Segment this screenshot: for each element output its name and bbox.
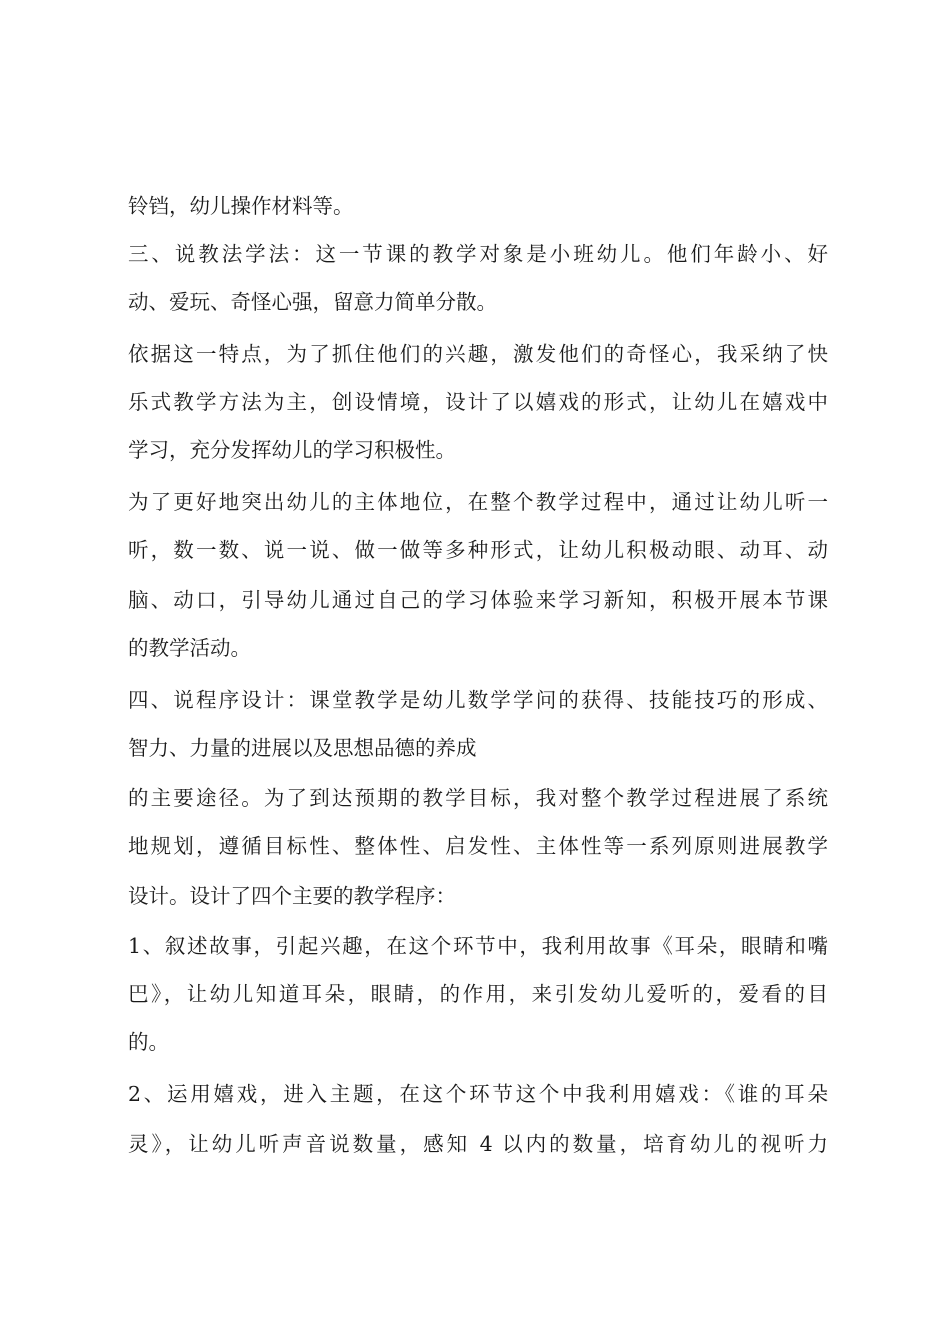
text-line: 三、说教法学法：这一节课的教学对象是小班幼儿。他们年龄小、好 (128, 242, 828, 266)
text-line: 智力、力量的进展以及思想品德的养成 (128, 736, 477, 760)
text-line: 听，数一数、说一说、做一做等多种形式，让幼儿积极动眼、动耳、动 (128, 538, 828, 562)
text-line: 灵》，让幼儿听声音说数量，感知 4 以内的数量，培育幼儿的视听力 (128, 1132, 828, 1156)
text-line: 铃铛，幼儿操作材料等。 (128, 194, 354, 218)
text-line: 的。 (128, 1030, 169, 1054)
text-line: 乐式教学方法为主，创设情境，设计了以嬉戏的形式，让幼儿在嬉戏中 (128, 390, 828, 414)
text-line: 地规划，遵循目标性、整体性、启发性、主体性等一系列原则进展教学 (128, 834, 828, 858)
text-line: 学习，充分发挥幼儿的学习积极性。 (128, 438, 456, 462)
text-line: 四、说程序设计：课堂教学是幼儿数学学问的获得、技能技巧的形成、 (128, 688, 828, 712)
text-line: 的主要途径。为了到达预期的教学目标，我对整个教学过程进展了系统 (128, 786, 828, 810)
text-line: 的教学活动。 (128, 636, 251, 660)
text-line: 1、叙述故事，引起兴趣，在这个环节中，我利用故事《耳朵，眼睛和嘴 (128, 934, 828, 958)
text-line: 为了更好地突出幼儿的主体地位，在整个教学过程中，通过让幼儿听一 (128, 490, 828, 514)
text-line: 巴》，让幼儿知道耳朵，眼睛，的作用，来引发幼儿爱听的，爱看的目 (128, 982, 828, 1006)
text-line: 2、运用嬉戏，进入主题，在这个环节这个中我利用嬉戏：《谁的耳朵 (128, 1082, 828, 1106)
text-line: 脑、动口，引导幼儿通过自己的学习体验来学习新知，积极开展本节课 (128, 588, 828, 612)
text-line: 动、爱玩、奇怪心强，留意力简单分散。 (128, 290, 497, 314)
text-line: 设计。设计了四个主要的教学程序： (128, 884, 456, 908)
text-line: 依据这一特点，为了抓住他们的兴趣，激发他们的奇怪心，我采纳了快 (128, 342, 828, 366)
